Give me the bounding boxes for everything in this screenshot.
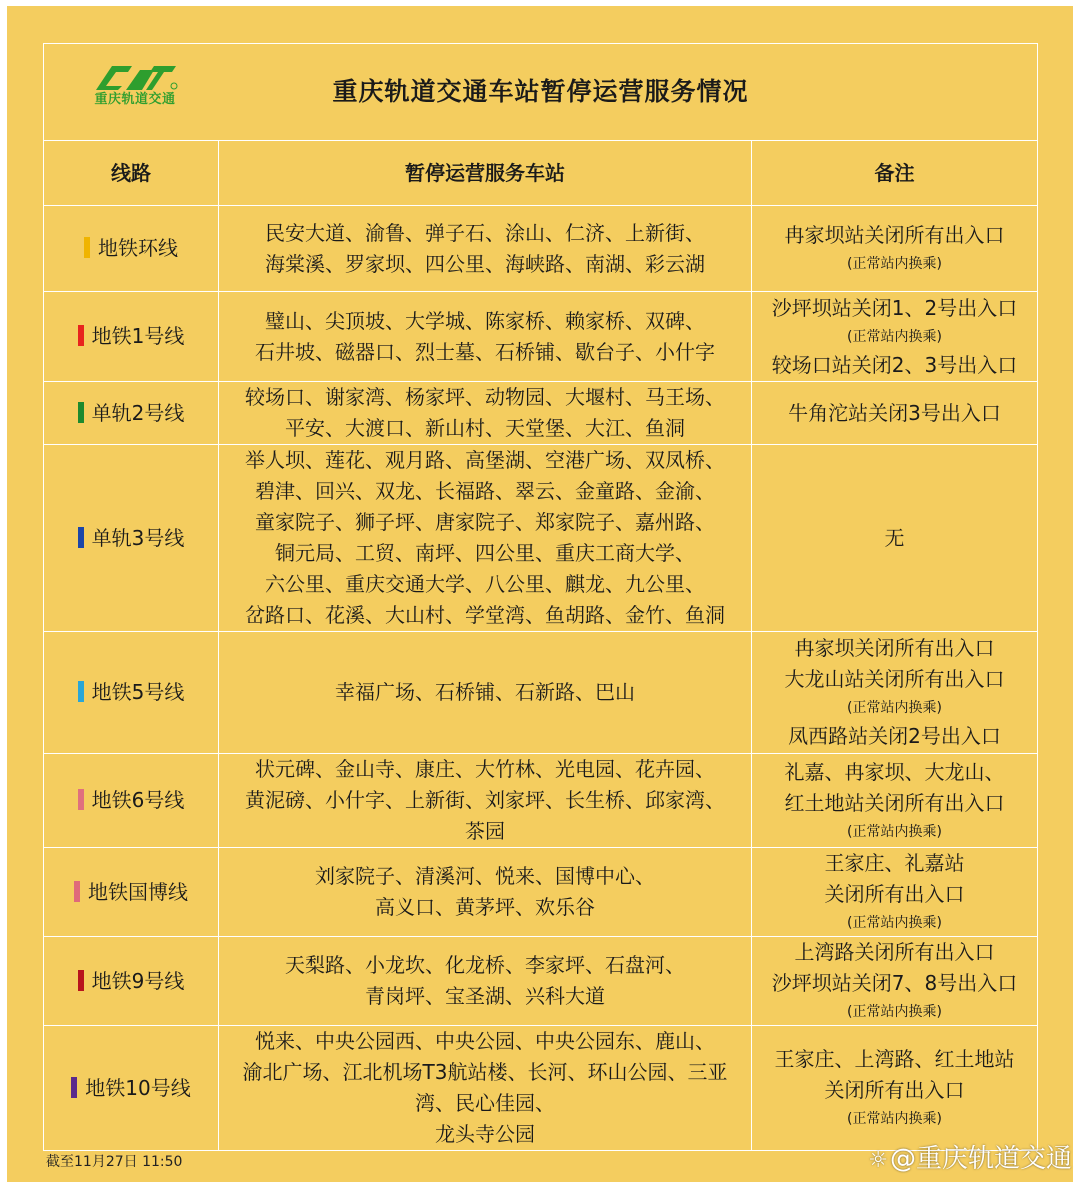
exit-note: 较场口站关闭2、3号出入口: [771, 352, 1018, 377]
update-timestamp: 截至11月27日 11:50: [46, 1154, 183, 1170]
stations-cell: [219, 848, 752, 937]
table-row: [44, 848, 1038, 937]
notes-cell: [752, 632, 1038, 754]
exit-note: 牛角沱站关闭3号出入口: [788, 400, 1001, 425]
exit-note: 礼嘉、冉家坝、大龙山、: [784, 759, 1005, 784]
line-cell: [44, 937, 219, 1026]
station-line: 岔路口、花溪、大山村、学堂湾、鱼胡路、金竹、鱼洞: [245, 603, 725, 627]
exit-note: 关闭所有出入口: [824, 1078, 965, 1102]
notes-cell: [752, 848, 1038, 937]
page-title: 重庆轨道交通车站暂停运营服务情况: [332, 76, 749, 106]
notes-cell: [752, 382, 1038, 445]
line-cell: [44, 632, 219, 754]
line-color-swatch: [84, 237, 90, 258]
stations-cell: [219, 292, 752, 382]
notes-cell: [752, 1026, 1038, 1151]
column-header-line: 线路: [44, 141, 219, 206]
station-line: 茶园: [465, 819, 505, 843]
title-cell: [44, 44, 1038, 141]
transfer-note: (正常站内换乘): [847, 1111, 942, 1127]
column-header-notes: 备注: [752, 141, 1038, 206]
transfer-note: (正常站内换乘): [847, 256, 942, 272]
line-cell: [44, 754, 219, 848]
exit-note: 大龙山站关闭所有出入口: [784, 667, 1005, 691]
column-header-stations: 暂停运营服务车站: [219, 141, 752, 206]
table-row: [44, 754, 1038, 848]
line-name: 地铁1号线: [91, 324, 185, 348]
line-name: 地铁6号线: [91, 788, 185, 812]
station-line: 六公里、重庆交通大学、八公里、麒龙、九公里、: [265, 572, 705, 596]
notes-cell: [752, 754, 1038, 848]
exit-note: 王家庄、上湾路、红土地站: [774, 1047, 1015, 1071]
line-cell: [44, 445, 219, 632]
table-row: [44, 632, 1038, 754]
station-line: 渝北广场、江北机场T3航站楼、长河、环山公园、三亚: [242, 1060, 728, 1084]
line-cell: [44, 848, 219, 937]
transfer-note: (正常站内换乘): [847, 1004, 942, 1020]
line-cell: [44, 382, 219, 445]
stations-cell: [219, 382, 752, 445]
transfer-note: (正常站内换乘): [847, 700, 942, 716]
station-line: 铜元局、工贸、南坪、四公里、重庆工商大学、: [275, 541, 695, 565]
notice-poster: [7, 6, 1073, 1182]
notes-cell: [752, 937, 1038, 1026]
line-name: 地铁9号线: [91, 968, 185, 993]
weibo-watermark: [868, 1138, 1072, 1175]
station-line: 刘家院子、清溪河、悦来、国博中心、: [315, 864, 655, 888]
station-line: 平安、大渡口、新山村、天堂堡、大江、鱼洞: [285, 416, 685, 440]
stations-cell: [219, 1026, 752, 1151]
weibo-icon: ☼: [868, 1148, 888, 1173]
line-color-swatch: [78, 325, 84, 346]
line-name: 地铁环线: [98, 236, 178, 260]
exit-note: 上湾路关闭所有出入口: [794, 940, 995, 964]
station-line: 民安大道、渝鲁、弹子石、涂山、仁济、上新街、: [265, 220, 705, 245]
stations-cell: [219, 445, 752, 632]
exit-note: 无: [884, 525, 905, 550]
line-cell: [44, 206, 219, 292]
station-line: 璧山、尖顶坡、大学城、陈家桥、赖家桥、双碑、: [265, 308, 705, 333]
line-color-swatch: [78, 527, 84, 548]
line-color-swatch: [74, 881, 80, 902]
logo-text: 重庆轨道交通: [94, 92, 176, 107]
station-line: 高义口、黄茅坪、欢乐谷: [375, 895, 595, 919]
line-color-swatch: [71, 1077, 77, 1098]
station-line: 碧津、回兴、双龙、长福路、翠云、金童路、金渝、: [255, 479, 715, 503]
station-line: 童家院子、狮子坪、唐家院子、郑家院子、嘉州路、: [255, 510, 715, 534]
exit-note: 红土地站关闭所有出入口: [784, 790, 1005, 815]
line-color-swatch: [78, 402, 84, 423]
station-line: 较场口、谢家湾、杨家坪、动物园、大堰村、马王场、: [245, 385, 725, 409]
table-row: [44, 382, 1038, 445]
line-name: 地铁5号线: [91, 680, 185, 704]
transfer-note: (正常站内换乘): [847, 915, 942, 931]
notes-cell: [752, 292, 1038, 382]
exit-note: 冉家坝站关闭所有出入口: [784, 223, 1005, 247]
notes-cell: [752, 206, 1038, 292]
station-line: 青岗坪、宝圣湖、兴科大道: [365, 984, 605, 1008]
table-row: [44, 206, 1038, 292]
line-cell: [44, 1026, 219, 1151]
line-name: 地铁国博线: [88, 879, 188, 904]
line-color-swatch: [78, 681, 84, 702]
stations-cell: [219, 754, 752, 848]
station-line: 海棠溪、罗家坝、四公里、海峡路、南湖、彩云湖: [265, 251, 705, 276]
exit-note: 凤西路站关闭2号出入口: [788, 724, 1001, 748]
stations-cell: [219, 206, 752, 292]
transfer-note: (正常站内换乘): [847, 328, 942, 345]
exit-note: 冉家坝关闭所有出入口: [794, 636, 995, 660]
stations-cell: [219, 937, 752, 1026]
station-line: 幸福广场、石桥铺、石新路、巴山: [335, 680, 635, 704]
station-line: 龙头寺公园: [435, 1122, 535, 1146]
line-name: 单轨2号线: [91, 400, 185, 425]
station-line: 湾、民心佳园、: [415, 1091, 555, 1115]
line-name: 地铁10号线: [85, 1075, 191, 1100]
exit-note: 沙坪坝站关闭7、8号出入口: [771, 971, 1018, 995]
station-line: 状元碑、金山寺、康庄、大竹林、光电园、花卉园、: [255, 757, 715, 781]
transfer-note: (正常站内换乘): [847, 823, 942, 840]
line-color-swatch: [78, 970, 84, 991]
stations-cell: [219, 632, 752, 754]
station-line: 举人坝、莲花、观月路、高堡湖、空港广场、双凤桥、: [245, 448, 725, 472]
table-row: [44, 445, 1038, 632]
table-row: [44, 292, 1038, 382]
station-status-table: [43, 43, 1038, 1151]
table-row: [44, 937, 1038, 1026]
crt-logo-icon: [88, 62, 182, 118]
station-line: 石井坡、磁器口、烈士墓、石桥铺、歇台子、小什字: [255, 339, 715, 364]
station-line: 天梨路、小龙坎、化龙桥、李家坪、石盘河、: [285, 953, 685, 977]
exit-note: 王家庄、礼嘉站: [824, 851, 965, 875]
table-row: [44, 1026, 1038, 1151]
station-line: 黄泥磅、小什字、上新街、刘家坪、长生桥、邱家湾、: [245, 788, 725, 812]
notes-cell: [752, 445, 1038, 632]
exit-note: 沙坪坝站关闭1、2号出入口: [771, 295, 1018, 320]
station-line: 悦来、中央公园西、中央公园、中央公园东、鹿山、: [255, 1029, 715, 1053]
line-name: 单轨3号线: [91, 525, 185, 550]
watermark-text: @重庆轨道交通: [889, 1144, 1072, 1174]
line-color-swatch: [78, 789, 84, 810]
exit-note: 关闭所有出入口: [824, 882, 965, 906]
line-cell: [44, 292, 219, 382]
